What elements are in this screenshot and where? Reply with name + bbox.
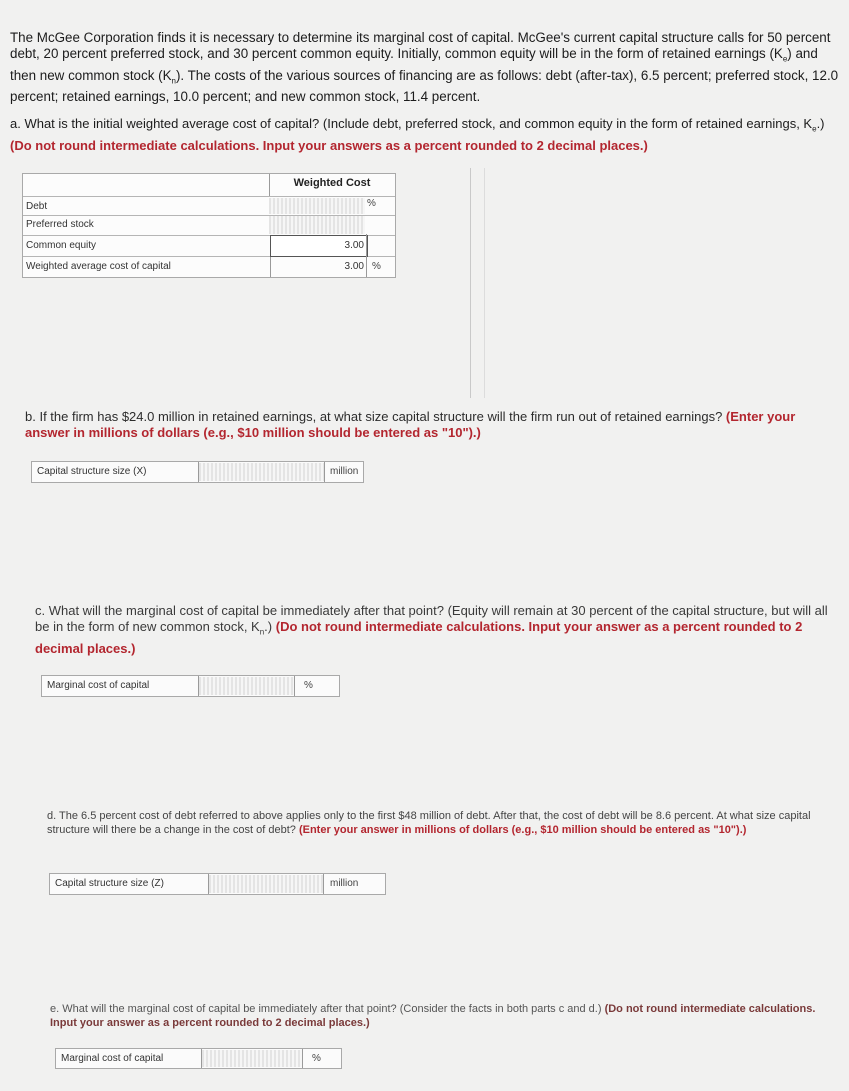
row-label-preferred-stock: Preferred stock [26, 219, 94, 230]
wacc-table [22, 173, 396, 278]
wacc-output [270, 257, 367, 277]
capital-structure-x-box [31, 461, 364, 483]
divider-line [470, 168, 471, 398]
marginal-cost-c-label: Marginal cost of capital [47, 680, 150, 691]
capital-structure-x-input[interactable] [199, 463, 324, 481]
question-c: c. What will the marginal cost of capital be immediately after that point? (Equity will remain at 30 percent of the capital structure, but will all be in the form of new common stock, $K_n$.) (Do not round intermediate calculations. Input your answer as a percent rounded to 2 decimal places.) [35, 603, 828, 656]
row-label-debt: Debt [26, 201, 48, 212]
debt-input[interactable] [270, 197, 366, 214]
capital-structure-x-label: Capital structure size (X) [37, 466, 147, 477]
question-a: a. What is the initial weighted average cost of capital? (Include debt, preferred stock, and common equity in the form of retained earnings, $K_e$.) (Do not round intermediate calculations. Input your answers as a percent rounded to 2 decimal places.) [10, 116, 825, 153]
row-label-common-equity: Common equity [26, 240, 97, 251]
capital-structure-z-label: Capital structure size (Z) [55, 878, 164, 889]
capital-structure-z-input[interactable] [209, 875, 323, 893]
question-d: d. The 6.5 percent cost of debt referred to above applies only to the first $48 million of debt. After that, the cost of debt will be 8.6 percent. At what size capital structure will there be a change in the cost of debt? (Enter your answer in millions of dollars (e.g., $10 million should be entered as "10").) [47, 810, 811, 836]
table-header-weighted-cost: Weighted Cost [293, 177, 371, 189]
preferred-input[interactable] [270, 216, 366, 235]
percent-unit-c: % [304, 680, 313, 691]
marginal-cost-c-input[interactable] [199, 677, 294, 695]
million-unit-b: million [330, 466, 359, 477]
million-unit-d: million [330, 878, 359, 889]
wacc-value: 3.00 [344, 261, 364, 272]
common-equity-input[interactable] [270, 235, 368, 257]
marginal-cost-e-input[interactable] [202, 1050, 302, 1067]
marginal-cost-e-box [55, 1048, 342, 1069]
problem-statement: The McGee Corporation finds it is necessary to determine its marginal cost of capital. McGee's current capital structure calls for 50 percent debt, 20 percent preferred stock, and 30 percent common equity. Initially, common equity will be in the form of retained earnings $(K_e)$ and then new common stock $(K_n)$. The costs of the various sources of financing are as follows: debt (after-tax), 6.5 percent; preferred stock, 12.0 percent; retained earnings, 10.0 percent; and new common stock, 11.4 percent. [10, 30, 839, 105]
percent-sign-wacc: % [372, 261, 381, 272]
marginal-cost-e-label: Marginal cost of capital [61, 1053, 164, 1064]
percent-sign-header: % [367, 198, 376, 209]
question-b: b. If the firm has $24.0 million in retained earnings, at what size capital structure will the firm run out of retained earnings? (Enter your answer in millions of dollars (e.g., $10 million should be entered as "10").) [25, 409, 796, 440]
divider-line [484, 168, 485, 398]
row-label-wacc: Weighted average cost of capital [26, 261, 171, 272]
percent-unit-e: % [312, 1053, 321, 1064]
common-equity-value: 3.00 [344, 240, 364, 251]
question-e: e. What will the marginal cost of capital be immediately after that point? (Consider the facts in both parts c and d.) (Do not round intermediate calculations. Input your answer as a percent rounded to 2 decimal places.) [50, 1003, 816, 1029]
marginal-cost-c-box [41, 675, 340, 697]
capital-structure-z-box [49, 873, 386, 895]
